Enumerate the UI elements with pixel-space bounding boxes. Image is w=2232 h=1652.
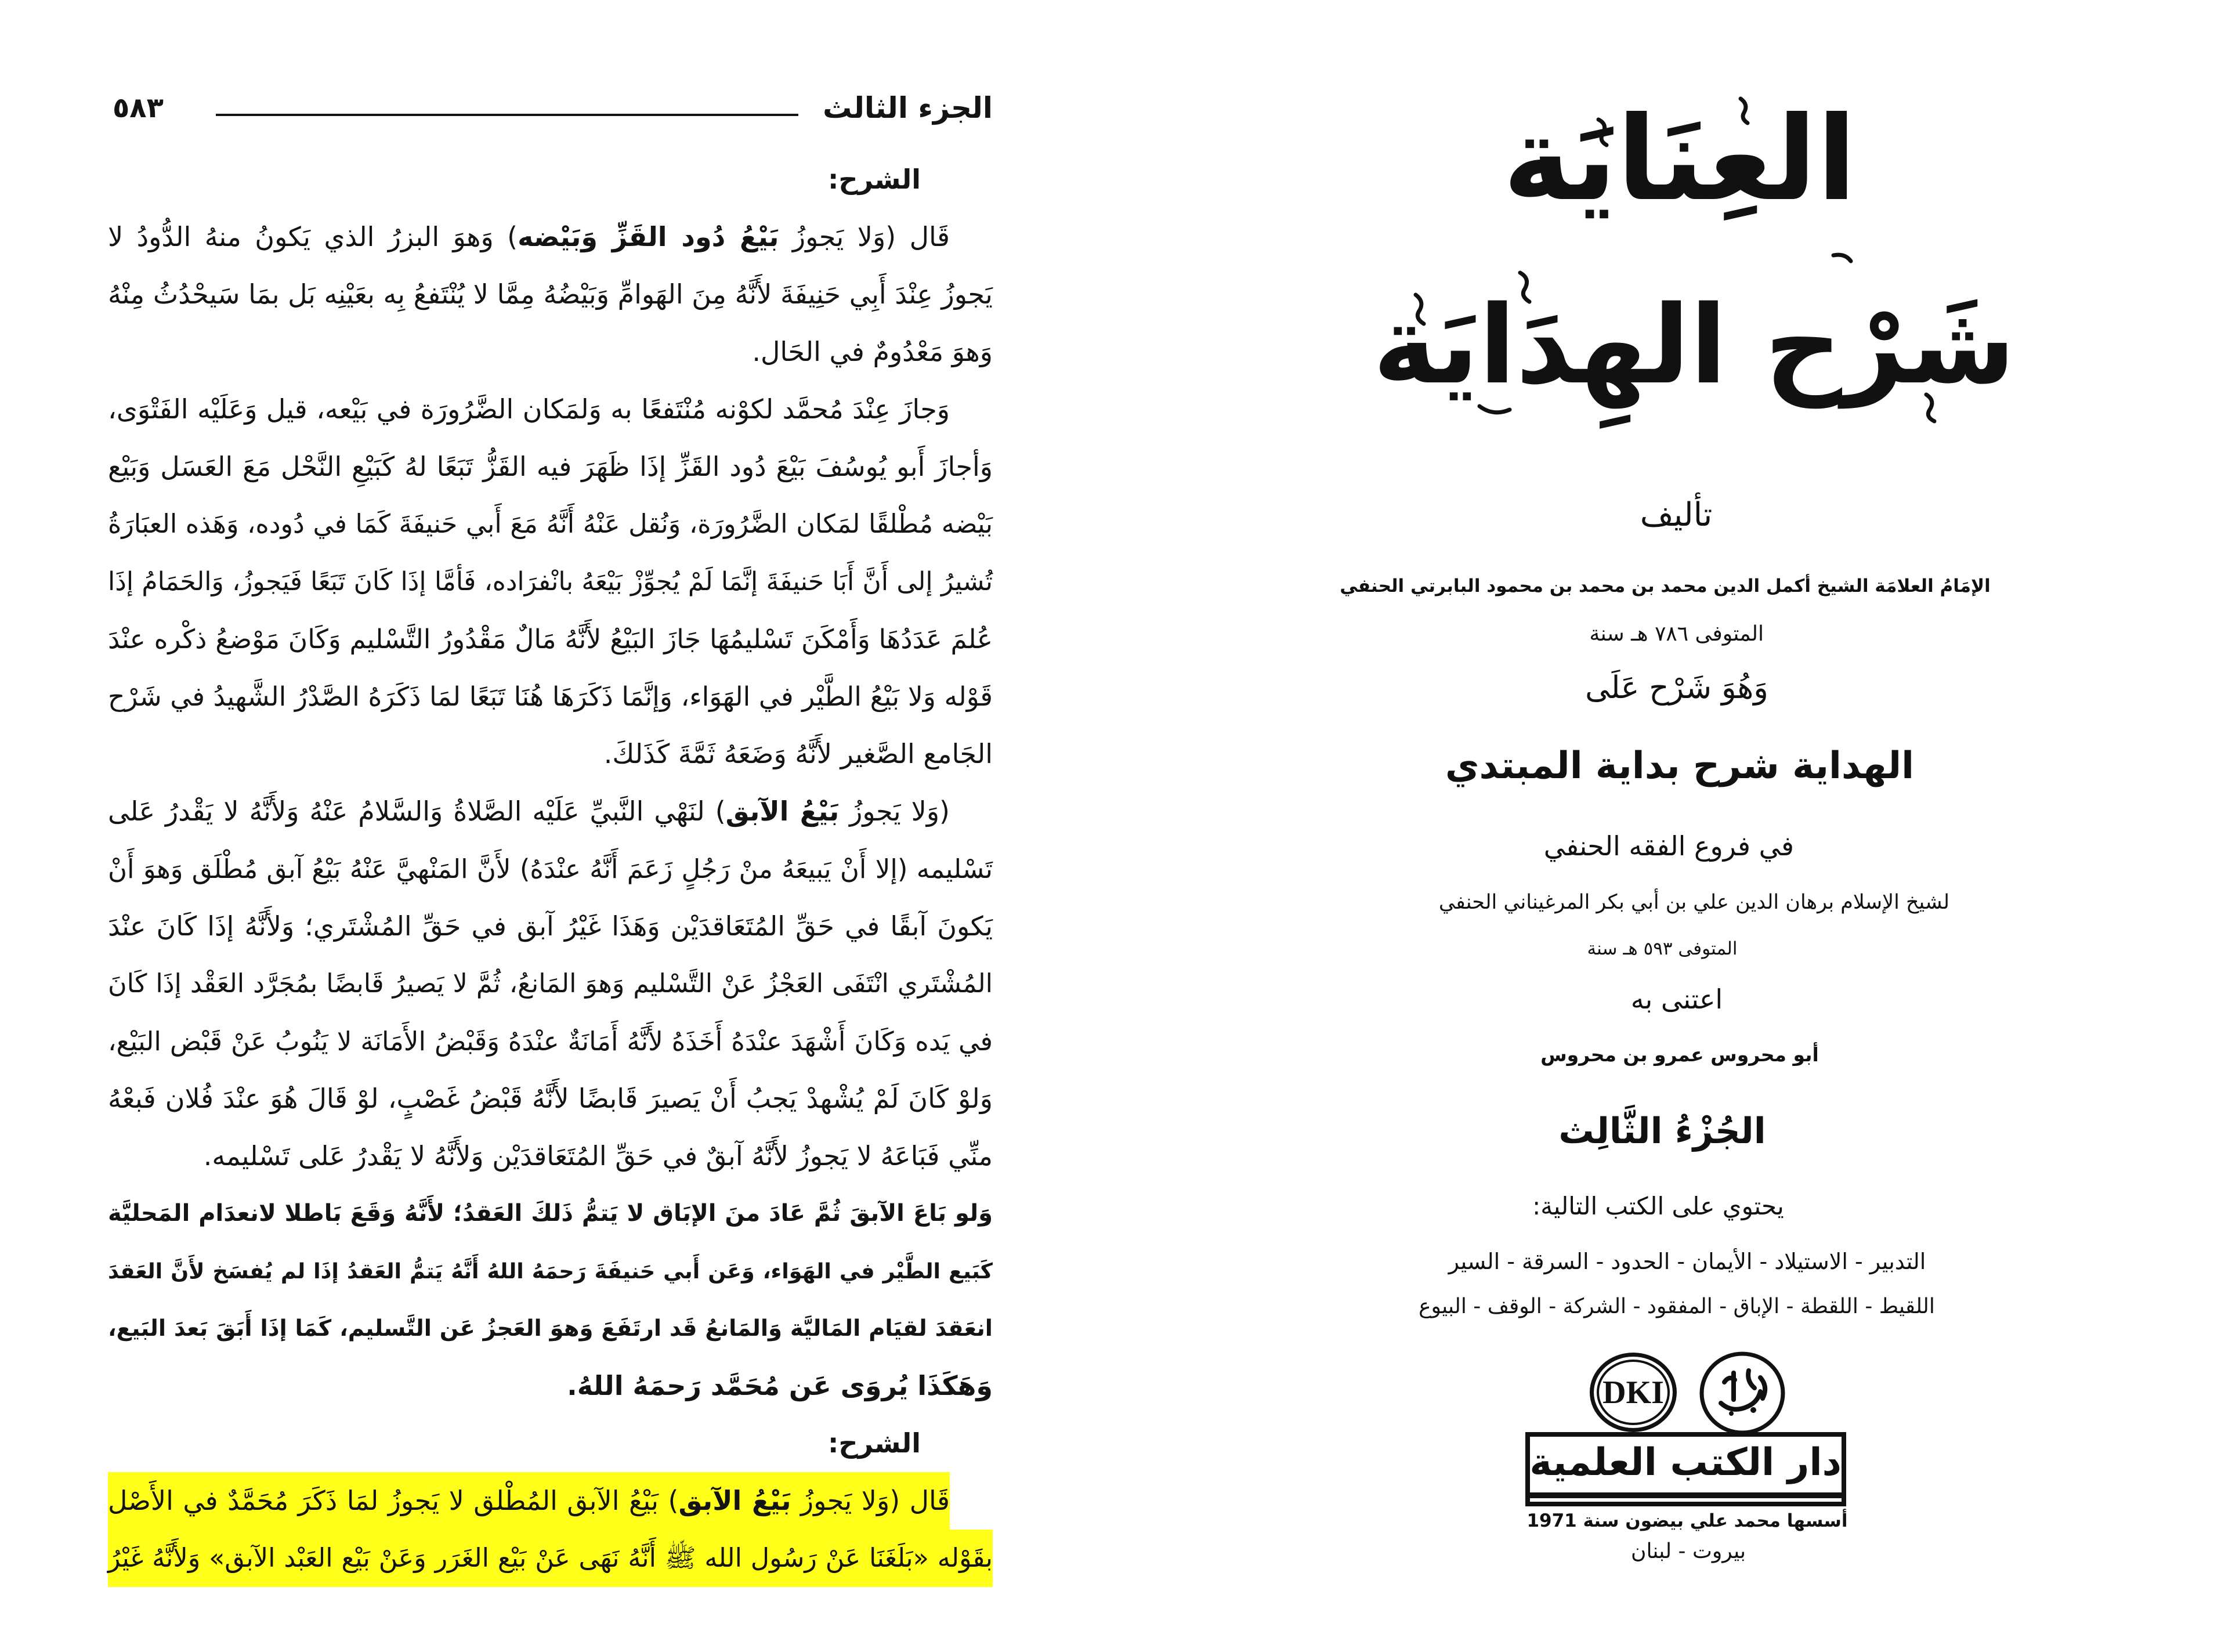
publisher-name-box xyxy=(1525,1432,1846,1506)
paragraph-line: قَوْله وَلا بَيْعُ الطَّيْر في الهَوَاء، وَإنَّمَا ذَكَرَهَا هُنَا تَبَعًا لمَا ذَكَرَهُ الصَّدْرُ الشَّهيدُ في شَرْح xyxy=(108,681,993,712)
highlighted-line: بقَوْله «بَلَغَنَا عَنْ رَسُول الله ﷺ أَنَّهُ نَهَى عَنْ بَيْع الغَرَر وَعَنْ بَيْع العَبْد الآبق» وَلأَنَّهُ غَيْرُ xyxy=(108,1530,993,1587)
quoted-matn: بَيْعُ الآبق xyxy=(678,1485,791,1516)
paragraph-line: بَيْضه مُطْلقًا لمَكان الضَّرُورَة، وَنُقل عَنْهُ أَنَّهُ مَعَ أَبي حَنيفَةَ كَمَا في دُوده، وَهَذه العبَارَةُ xyxy=(108,509,993,539)
running-header-part-title: الجزء الثالث xyxy=(823,91,993,125)
paragraph-line: وَجازَ عِنْدَ مُحمَّد لكوْنه مُنْتَفعًا به وَلمَكان الضَّرُورَة في بَيْعه، قيل وَعَلَيْه الفَتْوَى، xyxy=(108,393,950,425)
paragraph-line: وَلوْ كَانَ لَمْ يُشْهدْ يَجبُ أَنْ يَصيرَ قَابضًا لأَنَّهُ قَبْضُ غَصْبٍ، لوْ قَالَ هُوَ عنْدَ فُلان فَبعْهُ xyxy=(108,1083,993,1114)
line-segment: قَال (وَلا يَجوزُ xyxy=(791,1485,950,1516)
publisher-name: دار الكتب العلمية xyxy=(1529,1441,1842,1484)
cover-base-work-title: الهداية شرح بداية المبتدي xyxy=(1445,744,1915,787)
line-segment: ) وَهوَ البزرُ الذي يَكونُ منهُ الدُّودُ لا xyxy=(108,221,518,252)
quoted-matn: بَيْعُ دُود القَزِّ وَبَيْضه xyxy=(518,221,779,252)
page-number: ٥٨٣ xyxy=(113,92,164,124)
page-body xyxy=(108,151,993,1587)
paragraph-line: في يَده وَكَانَ أَشْهَدَ عنْدَهُ أَخَذَهُ لأَنَّهُ أَمَانَةٌ عنْدَهُ وَقَبْضُ الأَمَانَة لا يَنُوبُ عَنْ قَبْض البَيْع، xyxy=(108,1026,993,1057)
paragraph-line: يَكونَ آبقًا في حَقِّ المُتَعَاقدَيْن وَهَذَا غَيْرُ آبق في حَقِّ المُشْتَري؛ وَلأَنَّهُ إذَا كَانَ عنْدَ xyxy=(108,910,993,942)
matn-line: وَهَكَذَا يُروَى عَن مُحَمَّد رَحمَهُ اللهُ. xyxy=(567,1370,993,1401)
left-page xyxy=(0,0,1102,1652)
cover-volume: الجُزْءُ الثَّالِث xyxy=(1558,1111,1766,1152)
paragraph-line: وَأجازَ أَبو يُوسُفَ بَيْعَ دُود القَزِّ إذَا ظَهَرَ فيه القَزُّ تَبَعًا لهُ كَبَيْعِ النَّحْل مَعَ العَسَل وَبَيْع xyxy=(108,451,993,482)
paragraph-line: الجَامع الصَّغير لأَنَّهُ وَضَعَهُ ثَمَّةَ كَذَلكَ. xyxy=(603,738,993,769)
highlighted-line xyxy=(108,1472,950,1530)
cover-contents-line: التدبير - الاستيلاد - الأيمان - الحدود - السرقة - السير xyxy=(1448,1249,1926,1274)
cover-author-label: تأليف xyxy=(1640,496,1713,534)
line-segment: (وَلا يَجوزُ xyxy=(839,796,950,827)
publisher-founded: أسسها محمد علي بيضون سنة 1971 xyxy=(1526,1510,1848,1531)
paragraph-line: وَهوَ مَعْدُومٌ في الحَال. xyxy=(752,336,993,367)
paragraph-line: تَسْليمه (إلا أَنْ يَبيعَهُ منْ رَجُلٍ زَعَمَ أَنَّهُ عنْدَهُ) لأَنَّ المَنْهيَّ عَنْهُ بَيْعُ آبق مُطْلَق وَهوَ أَنْ xyxy=(108,854,993,884)
paragraph-line: يَجوزُ عِنْدَ أَبِي حَنِيفَةَ لأَنَّهُ مِنَ الهَوامِّ وَبَيْضُهُ مِمَّا لا يُنْتَفعُ بِه بعَيْنِه بَل بمَا سَيحْدُثُ مِنْهُ xyxy=(108,279,993,310)
matn-line: كَبَيع الطَّيْر في الهَوَاء، وَعَن أَبي حَنيفَةَ رَحمَهُ اللهُ أَنَّهُ يَتمُّ العَقدُ إذَا لم يُفسَخ لأَنَّ العَقدَ xyxy=(108,1259,993,1284)
matn-line: انعَقدَ لقيَام المَاليَّة وَالمَانعُ قَد ارتَفَعَ وَهوَ العَجزُ عَن التَّسليم، كَمَا إذَا أَبَقَ بَعدَ البَيع، xyxy=(108,1315,993,1342)
publisher-place: بيروت - لبنان xyxy=(1631,1539,1746,1563)
publisher-box-bar xyxy=(1530,1492,1842,1498)
cover-title-sharh-al-hidaya: شَرْح الهِدَايَة xyxy=(1373,282,2016,408)
cover-author: الإمَامُ العلامَة الشيخ أكمل الدين محمد بن محمد بن محمود البابرتي الحنفي xyxy=(1340,576,1991,597)
cover-editor-label: اعتنى به xyxy=(1630,984,1723,1015)
paragraph-line xyxy=(108,208,950,266)
paragraph-line xyxy=(108,783,950,840)
publisher-round-logo xyxy=(1698,1350,1787,1437)
cover-contents-label: يحتوي على الكتب التالية: xyxy=(1532,1192,1784,1220)
quoted-matn: بَيْعُ الآبق xyxy=(725,796,840,827)
cover-commentary-on: وَهُوَ شَرْح عَلَى xyxy=(1585,670,1768,706)
cover-base-author-death-year: المتوفى ٥٩٣ هـ سنة xyxy=(1587,938,1738,959)
line-segment: قَال (وَلا يَجوزُ xyxy=(779,221,950,252)
cover-title-inaya: العِنَايَة xyxy=(1503,92,1857,227)
paragraph-line: تُشيرُ إلى أَنَّ أَبَا حَنيفَةَ إنَّمَا لَمْ يُجوِّزْ بَيْعَهُ بانْفرَاده، فَأمَّا إذَا كَانَ تَبَعًا فَيَجوزُ، وَالحَمَامُ إذَا xyxy=(108,567,993,597)
cover-editor: أبو محروس عمرو بن محروس xyxy=(1540,1043,1819,1066)
publisher-dki-logo: DKI xyxy=(1590,1353,1677,1432)
paragraph-line: منِّي فَبَاعَهُ لا يَجوزُ لأَنَّهُ آبقٌ في حَقِّ المُتَعَاقدَيْن وَلأَنَّهُ لا يَقْدرُ عَلى تَسْليمه. xyxy=(203,1140,993,1172)
line-segment: ) لنَهْي النَّبيِّ عَلَيْه الصَّلاةُ وَالسَّلامُ عَنْهُ وَلأَنَّهُ لا يَقْدرُ عَلى xyxy=(108,796,726,827)
header-rule xyxy=(216,114,798,116)
commentary-heading: الشرح: xyxy=(827,1427,921,1459)
paragraph-line: المُشْتَري انْتَفَى العَجْزُ عَنْ التَّسْليم وَهوَ المَانعُ، ثُمَّ لا يَصيرُ قَابضًا بمُجَرَّد العَقْد إذَا كَانَ xyxy=(108,969,993,999)
cover-base-author: لشيخ الإسلام برهان الدين علي بن أبي بكر المرغيناني الحنفي xyxy=(1438,891,1949,914)
cover-contents-line: اللقيط - اللقطة - الإباق - المفقود - الشركة - الوقف - البيوع xyxy=(1419,1295,1935,1318)
commentary-heading: الشرح: xyxy=(827,164,921,195)
cover-author-death-year: المتوفى ٧٨٦ هـ سنة xyxy=(1589,622,1764,646)
paragraph-line: عُلمَ عَدَدُهَا وَأَمْكَنَ تَسْليمُهَا جَازَ البَيْعُ لأَنَّهُ مَالٌ مَقْدُورُ التَّسْليم وَكَانَ مَوْضعُ ذكْره عنْدَ xyxy=(108,624,993,655)
matn-line: وَلو بَاعَ الآبقَ ثُمَّ عَادَ منَ الإبَاق لا يَتمُّ ذَلكَ العَقدُ؛ لأَنَّهُ وَقَعَ بَاطلا لانعدَام المَحليَّة xyxy=(108,1200,993,1227)
line-segment: ) بَيْعُ الآبق المُطْلق لا يَجوزُ لمَا ذَكَرَ مُحَمَّدٌ في الأَصْل xyxy=(108,1485,679,1516)
cover-field: في فروع الفقه الحنفي xyxy=(1543,830,1794,862)
